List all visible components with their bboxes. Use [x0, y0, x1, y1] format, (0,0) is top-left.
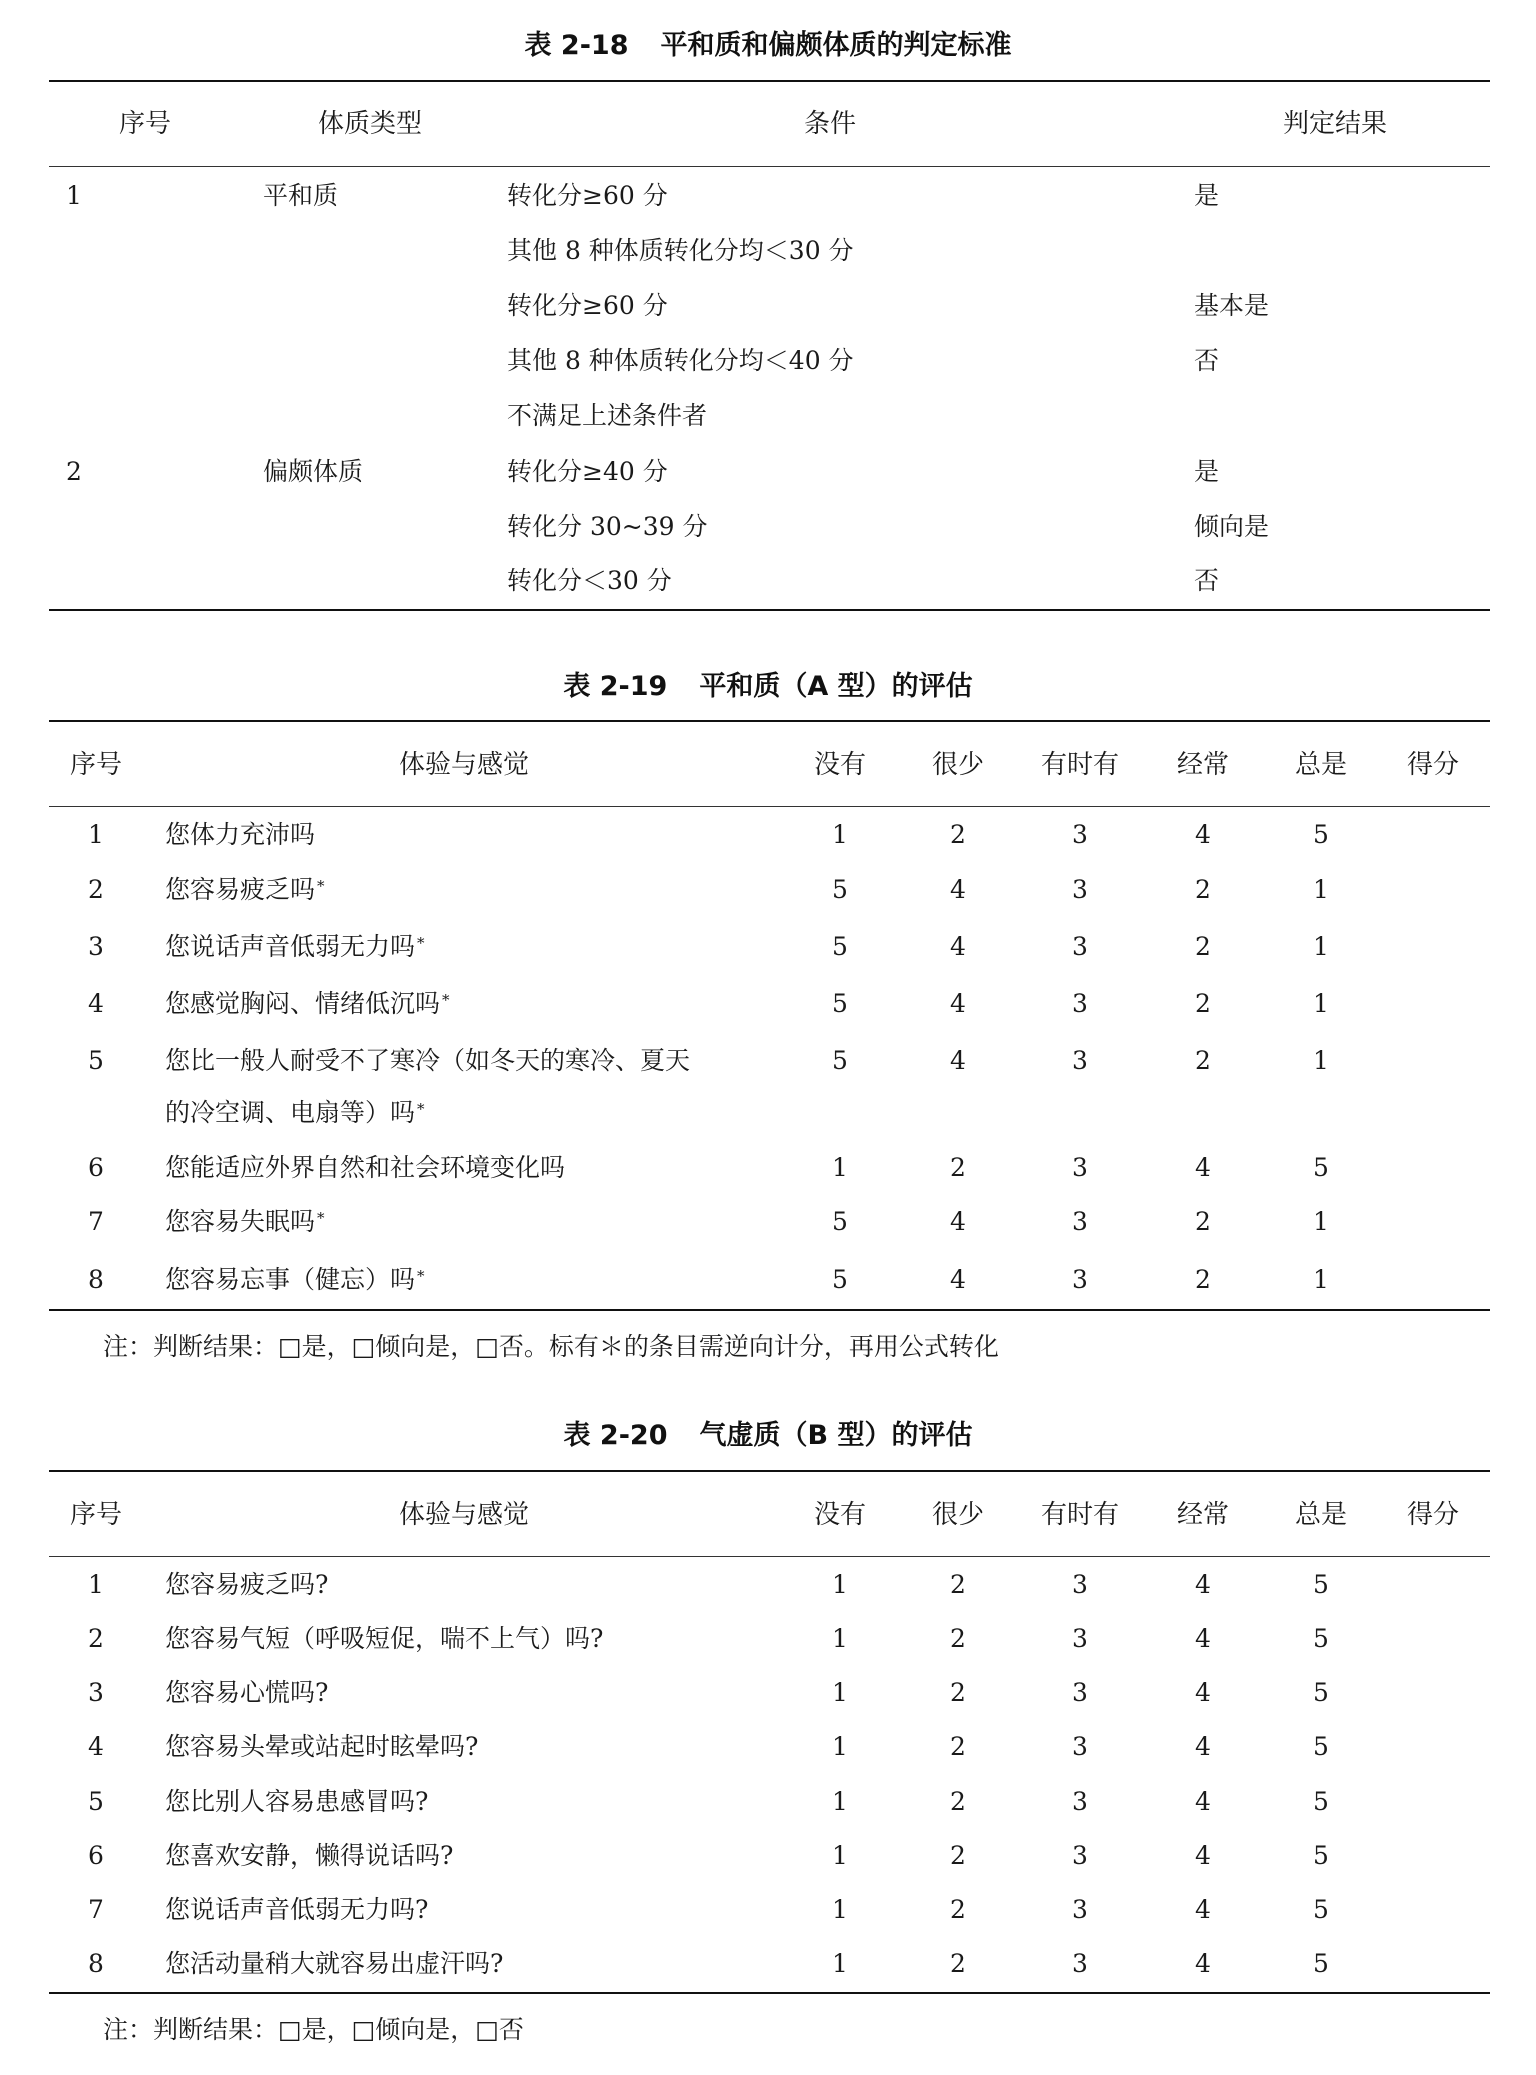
score-value: 5 [1313, 1153, 1329, 1182]
score-value: 4 [950, 1207, 966, 1236]
score-value: 2 [950, 820, 966, 849]
col-header-rarely: 很少 [931, 1500, 984, 1530]
table-title: 平和质和偏颇体质的判定标准 [660, 30, 1012, 61]
score-value: 3 [1072, 1949, 1088, 1978]
score-value: 2 [1195, 875, 1211, 904]
score-value: 1 [832, 820, 848, 849]
col-header-no: 序号 [69, 750, 122, 780]
score-value: 2 [1195, 1265, 1211, 1294]
question-text [165, 1263, 425, 1297]
col-header-result: 判定结果 [1282, 109, 1387, 139]
question-text [165, 1622, 603, 1656]
score-value: 4 [950, 1265, 966, 1294]
score-value: 3 [1072, 1265, 1088, 1294]
question-text-continued [165, 1096, 425, 1130]
question-label: 您容易疲乏吗 [165, 875, 316, 904]
score-value: 5 [1313, 1732, 1329, 1761]
score-value: 1 [832, 1787, 848, 1816]
condition-text: 不满足上述条件者 [507, 401, 708, 430]
question-text [165, 1205, 325, 1239]
result-text: 是 [1194, 181, 1220, 210]
constitution-type: 平和质 [263, 181, 339, 210]
score-value: 5 [1313, 820, 1329, 849]
score-value: 1 [1313, 1265, 1329, 1294]
col-header-type: 体质类型 [317, 109, 422, 139]
score-value: 1 [1313, 875, 1329, 904]
question-text [165, 1893, 428, 1927]
score-value: 2 [1195, 932, 1211, 961]
reverse-score-mark: * [317, 877, 325, 895]
condition-text: 其他 8 种体质转化分均＜40 分 [507, 346, 854, 375]
score-value: 3 [1072, 875, 1088, 904]
col-header-never: 没有 [813, 750, 866, 780]
row-number: 7 [88, 1895, 104, 1924]
condition-text: 转化分≥60 分 [507, 181, 668, 210]
reverse-score-mark: * [442, 991, 450, 1009]
score-value: 5 [832, 1046, 848, 1075]
score-value: 2 [950, 1841, 966, 1870]
score-value: 5 [1313, 1570, 1329, 1599]
question-text [165, 1730, 478, 1764]
score-value: 5 [1313, 1624, 1329, 1653]
score-value: 5 [832, 1265, 848, 1294]
table-2-20-note: 注：判断结果：□是，□倾向是，□否 [103, 2015, 524, 2044]
score-value: 2 [950, 1787, 966, 1816]
header-rule [49, 1556, 1490, 1557]
score-value: 3 [1072, 1570, 1088, 1599]
table-top-rule [49, 720, 1490, 722]
question-text [165, 1947, 503, 1981]
score-value: 4 [950, 932, 966, 961]
score-value: 3 [1072, 989, 1088, 1018]
question-text [165, 987, 450, 1021]
table-top-rule [49, 1470, 1490, 1472]
question-label: 您容易疲乏吗? [165, 1570, 329, 1599]
score-value: 1 [1313, 1207, 1329, 1236]
question-text [165, 1676, 328, 1710]
reverse-score-mark: * [417, 1100, 425, 1118]
score-value: 3 [1072, 1841, 1088, 1870]
score-value: 2 [950, 1895, 966, 1924]
col-header-score: 得分 [1406, 1500, 1459, 1530]
score-value: 1 [832, 1841, 848, 1870]
question-label: 您说话声音低弱无力吗 [165, 932, 416, 961]
condition-text: 转化分＜30 分 [507, 566, 672, 595]
reverse-score-mark: * [417, 1267, 425, 1285]
score-value: 3 [1072, 820, 1088, 849]
col-header-no: 序号 [69, 1500, 122, 1530]
constitution-type: 偏颇体质 [263, 457, 364, 486]
score-value: 1 [832, 1732, 848, 1761]
question-label: 您比别人容易患感冒吗? [165, 1787, 429, 1816]
score-value: 5 [832, 989, 848, 1018]
table-2-20-caption [0, 1416, 1536, 1456]
row-number: 1 [88, 820, 104, 849]
score-value: 2 [950, 1678, 966, 1707]
question-label: 您容易头晕或站起时眩晕吗? [165, 1732, 479, 1761]
score-value: 2 [1195, 1207, 1211, 1236]
row-number: 1 [88, 1570, 104, 1599]
col-header-often: 经常 [1176, 1500, 1229, 1530]
score-value: 3 [1072, 1153, 1088, 1182]
row-number: 4 [88, 1732, 104, 1761]
score-value: 4 [1195, 1678, 1211, 1707]
score-value: 5 [1313, 1787, 1329, 1816]
col-header-often: 经常 [1176, 750, 1229, 780]
question-label: 您感觉胸闷、情绪低沉吗 [165, 989, 441, 1018]
score-value: 1 [832, 1153, 848, 1182]
row-number: 4 [88, 989, 104, 1018]
table-2-18-caption [0, 26, 1536, 66]
score-value: 4 [950, 875, 966, 904]
score-value: 4 [1195, 1624, 1211, 1653]
score-value: 5 [1313, 1678, 1329, 1707]
result-text: 倾向是 [1194, 512, 1270, 541]
reverse-score-mark: * [417, 934, 425, 952]
col-header-sometimes: 有时有 [1040, 1500, 1119, 1530]
question-label: 您容易心慌吗? [165, 1678, 329, 1707]
result-text: 是 [1194, 457, 1220, 486]
score-value: 5 [832, 875, 848, 904]
col-header-condition: 条件 [803, 109, 856, 139]
question-label: 您能适应外界自然和社会环境变化吗 [165, 1153, 566, 1182]
col-header-score: 得分 [1406, 750, 1459, 780]
score-value: 1 [832, 1949, 848, 1978]
table-number: 表 2-19 [563, 671, 668, 702]
table-top-rule [49, 80, 1490, 82]
question-text [165, 1785, 428, 1819]
reverse-score-mark: * [317, 1209, 325, 1227]
score-value: 3 [1072, 1046, 1088, 1075]
col-header-always: 总是 [1294, 750, 1347, 780]
score-value: 5 [1313, 1949, 1329, 1978]
score-value: 3 [1072, 1787, 1088, 1816]
question-label: 您说话声音低弱无力吗? [165, 1895, 429, 1924]
score-value: 3 [1072, 1207, 1088, 1236]
question-label: 的冷空调、电扇等）吗 [165, 1098, 416, 1127]
question-label: 您容易气短（呼吸短促，喘不上气）吗? [165, 1624, 604, 1653]
score-value: 3 [1072, 1732, 1088, 1761]
table-title: 平和质（A 型）的评估 [699, 671, 973, 702]
row-number: 2 [66, 457, 82, 486]
score-value: 3 [1072, 1624, 1088, 1653]
score-value: 1 [832, 1624, 848, 1653]
row-number: 5 [88, 1046, 104, 1075]
score-value: 5 [832, 932, 848, 961]
question-text [165, 930, 425, 964]
col-header-rarely: 很少 [931, 750, 984, 780]
header-rule [49, 166, 1490, 167]
score-value: 4 [950, 1046, 966, 1075]
score-value: 5 [1313, 1841, 1329, 1870]
row-number: 3 [88, 932, 104, 961]
col-header-experience: 体验与感觉 [398, 1500, 529, 1530]
row-number: 8 [88, 1949, 104, 1978]
table-2-19-caption [0, 667, 1536, 707]
score-value: 2 [950, 1949, 966, 1978]
question-label: 您比一般人耐受不了寒冷（如冬天的寒冷、夏天 [165, 1046, 691, 1075]
col-header-never: 没有 [813, 1500, 866, 1530]
score-value: 1 [1313, 932, 1329, 961]
score-value: 5 [832, 1207, 848, 1236]
score-value: 2 [1195, 989, 1211, 1018]
question-label: 您喜欢安静，懒得说话吗? [165, 1841, 454, 1870]
score-value: 2 [950, 1153, 966, 1182]
condition-text: 转化分 30~39 分 [507, 512, 708, 541]
score-value: 2 [950, 1570, 966, 1599]
condition-text: 转化分≥60 分 [507, 291, 668, 320]
result-text: 否 [1194, 346, 1220, 375]
col-header-sometimes: 有时有 [1040, 750, 1119, 780]
table-bottom-rule [49, 609, 1490, 611]
question-text [165, 818, 315, 852]
col-header-experience: 体验与感觉 [398, 750, 529, 780]
question-label: 您容易失眠吗 [165, 1207, 316, 1236]
row-number: 2 [88, 1624, 104, 1653]
question-text [165, 873, 325, 907]
row-number: 5 [88, 1787, 104, 1816]
score-value: 3 [1072, 1895, 1088, 1924]
question-text [165, 1568, 328, 1602]
score-value: 4 [1195, 1841, 1211, 1870]
score-value: 1 [832, 1570, 848, 1599]
row-number: 2 [88, 875, 104, 904]
col-header-no: 序号 [118, 109, 171, 139]
condition-text: 其他 8 种体质转化分均＜30 分 [507, 236, 854, 265]
header-rule [49, 806, 1490, 807]
row-number: 3 [88, 1678, 104, 1707]
score-value: 4 [1195, 1153, 1211, 1182]
score-value: 4 [1195, 1787, 1211, 1816]
row-number: 1 [66, 181, 82, 210]
score-value: 1 [1313, 989, 1329, 1018]
table-bottom-rule [49, 1309, 1490, 1311]
score-value: 2 [1195, 1046, 1211, 1075]
table-number: 表 2-18 [524, 30, 629, 61]
score-value: 5 [1313, 1895, 1329, 1924]
score-value: 1 [832, 1895, 848, 1924]
col-header-always: 总是 [1294, 1500, 1347, 1530]
score-value: 4 [1195, 1570, 1211, 1599]
score-value: 4 [1195, 1895, 1211, 1924]
row-number: 8 [88, 1265, 104, 1294]
score-value: 3 [1072, 1678, 1088, 1707]
score-value: 2 [950, 1624, 966, 1653]
row-number: 6 [88, 1153, 104, 1182]
condition-text: 转化分≥40 分 [507, 457, 668, 486]
score-value: 2 [950, 1732, 966, 1761]
score-value: 4 [950, 989, 966, 1018]
score-value: 4 [1195, 820, 1211, 849]
row-number: 7 [88, 1207, 104, 1236]
row-number: 6 [88, 1841, 104, 1870]
table-2-19-note: 注：判断结果：□是，□倾向是，□否。标有＊的条目需逆向计分，再用公式转化 [103, 1332, 999, 1361]
question-label: 您活动量稍大就容易出虚汗吗? [165, 1949, 504, 1978]
result-text: 否 [1194, 566, 1220, 595]
table-bottom-rule [49, 1992, 1490, 1994]
score-value: 1 [1313, 1046, 1329, 1075]
score-value: 3 [1072, 932, 1088, 961]
question-label: 您容易忘事（健忘）吗 [165, 1265, 416, 1294]
score-value: 4 [1195, 1949, 1211, 1978]
question-text [165, 1044, 690, 1078]
result-text: 基本是 [1194, 291, 1270, 320]
question-text [165, 1839, 453, 1873]
score-value: 4 [1195, 1732, 1211, 1761]
table-number: 表 2-20 [563, 1420, 668, 1451]
table-title: 气虚质（B 型）的评估 [699, 1420, 973, 1451]
score-value: 1 [832, 1678, 848, 1707]
question-label: 您体力充沛吗 [165, 820, 316, 849]
question-text [165, 1151, 565, 1185]
